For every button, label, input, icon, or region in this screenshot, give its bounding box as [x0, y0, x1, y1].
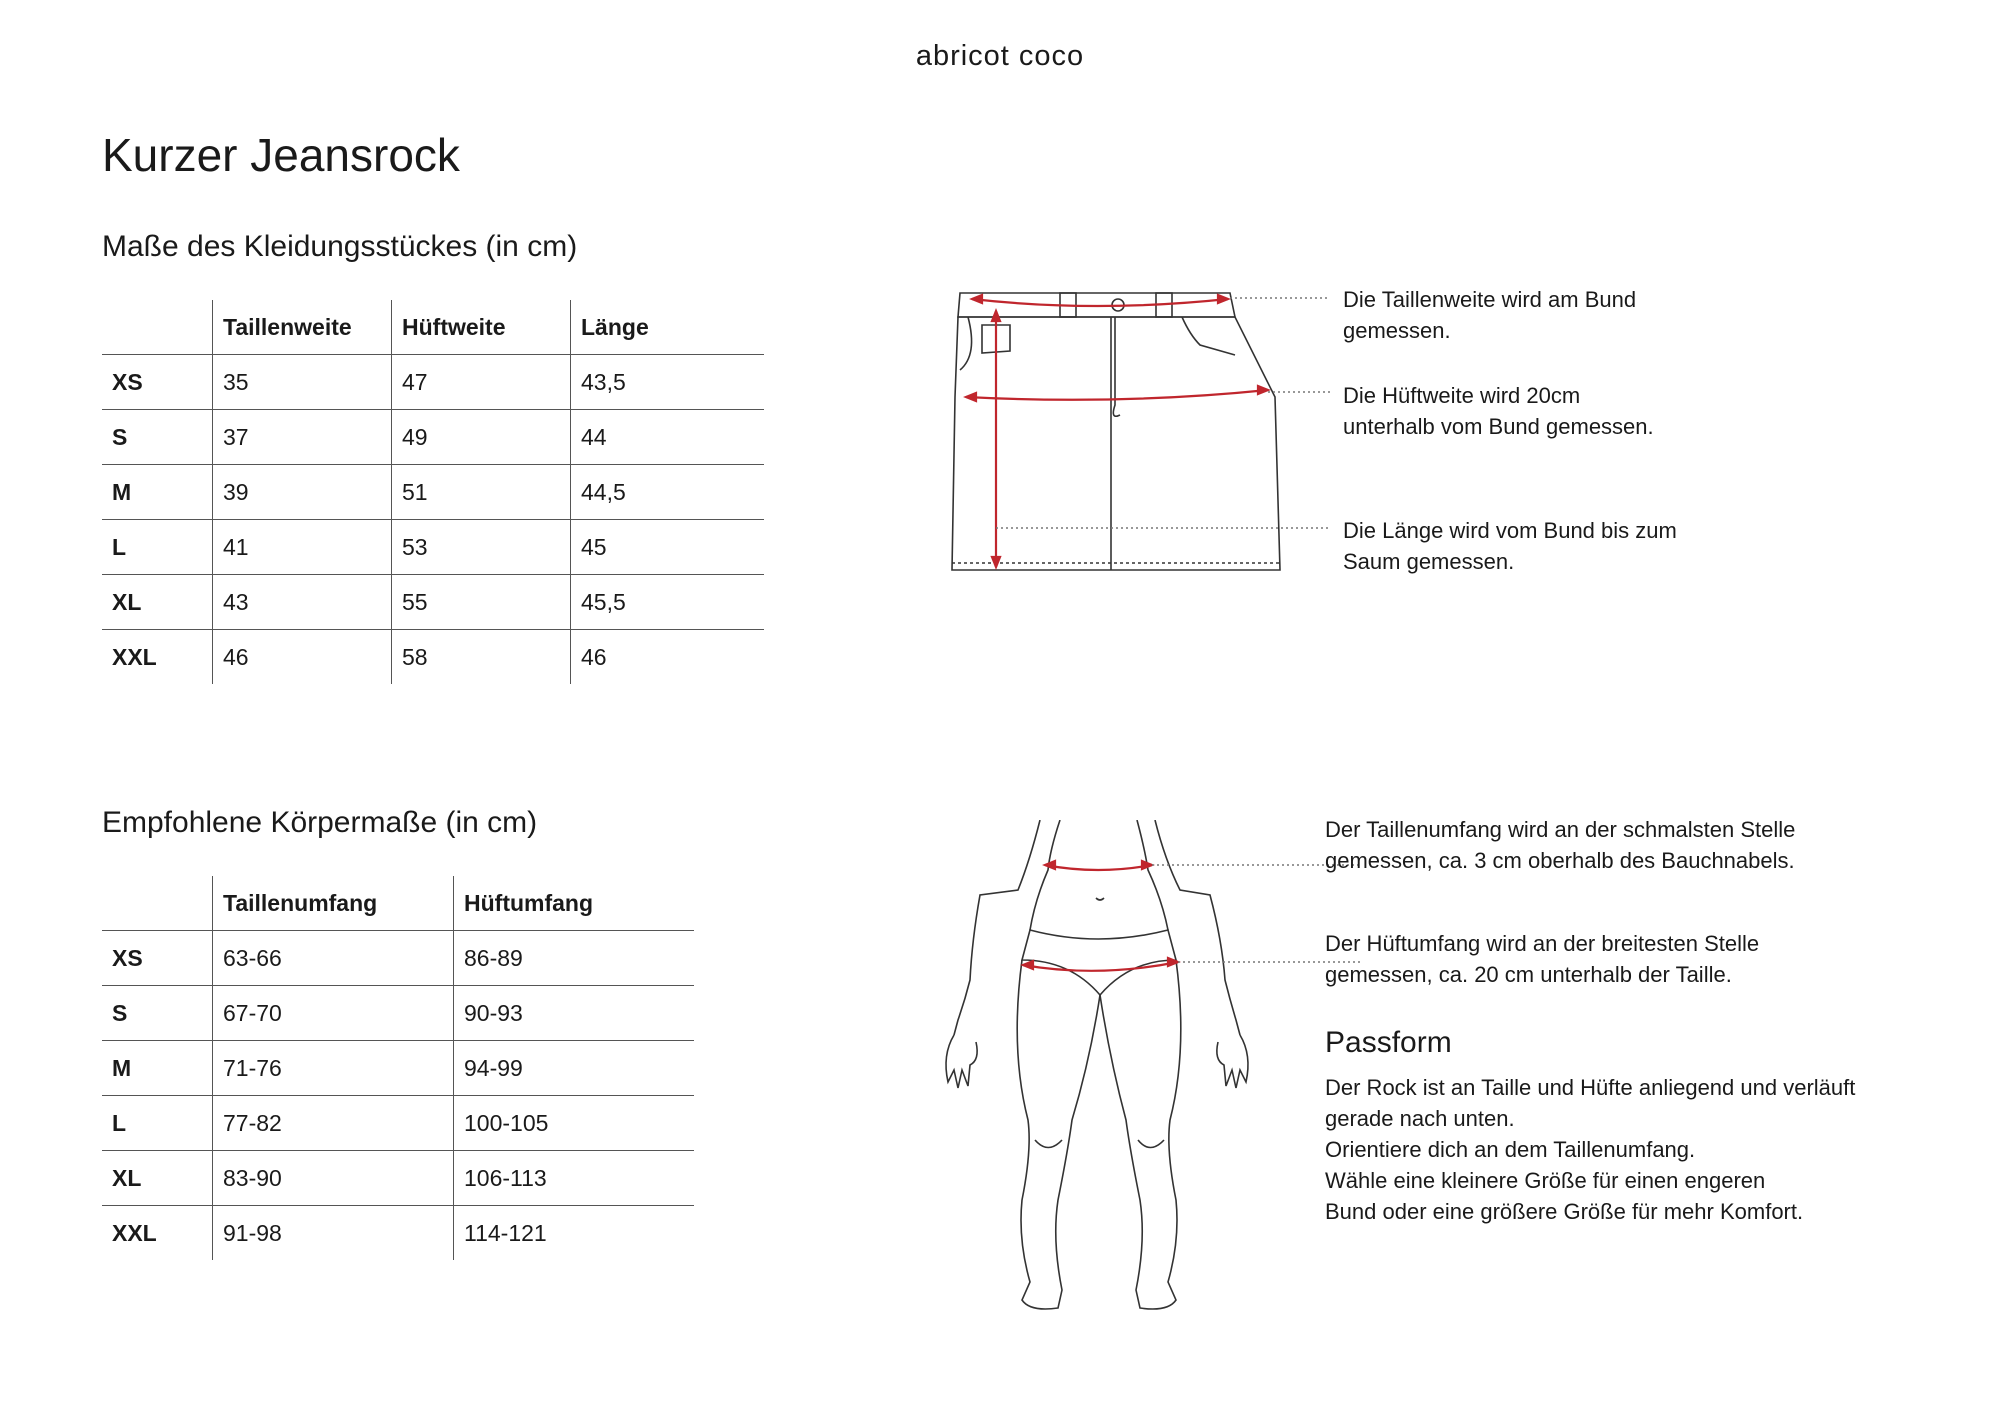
- passform-text: Der Rock ist an Taille und Hüfte anliegend und verläuft gerade nach unten. Orientiere dich an dem Taillenumfang. Wähle eine kleinere Größe für einen engeren Bund oder eine größere Größe für mehr Komfort.: [1325, 1075, 1856, 1224]
- garment-row: [102, 575, 764, 630]
- garment-value-cell: 55: [392, 575, 571, 630]
- body-col-size: [102, 876, 213, 931]
- body-row: [102, 1041, 694, 1096]
- passform-title: Passform: [1325, 1026, 1452, 1059]
- body-size-cell: L: [102, 1096, 213, 1151]
- body-value-cell: 100-105: [454, 1096, 695, 1151]
- garment-heading: Maße des Kleidungsstückes (in cm): [102, 230, 578, 263]
- garment-size-cell: L: [102, 520, 213, 575]
- note-waist-width: Die Taillenweite wird am Bund gemessen.: [1343, 287, 1637, 343]
- body-heading: Empfohlene Körpermaße (in cm): [102, 806, 538, 839]
- garment-value-cell: 51: [392, 465, 571, 520]
- garment-value-cell: 49: [392, 410, 571, 465]
- garment-row: [102, 630, 764, 685]
- garment-value-cell: 46: [213, 630, 392, 685]
- garment-value-cell: 43: [213, 575, 392, 630]
- body-illustration: [940, 820, 1360, 1320]
- body-row: [102, 986, 694, 1041]
- body-value-cell: 94-99: [454, 1041, 695, 1096]
- garment-value-cell: 35: [213, 355, 392, 410]
- body-value-cell: 106-113: [454, 1151, 695, 1206]
- body-size-cell: XS: [102, 931, 213, 986]
- garment-col-hip: Hüftweite: [392, 300, 571, 355]
- body-value-cell: 77-82: [213, 1096, 454, 1151]
- garment-value-cell: 46: [571, 630, 765, 685]
- body-value-cell: 71-76: [213, 1041, 454, 1096]
- garment-row: [102, 355, 764, 410]
- garment-value-cell: 37: [213, 410, 392, 465]
- note-length: Die Länge wird vom Bund bis zum Saum gemessen.: [1343, 518, 1677, 574]
- note-hip-circumference: Der Hüftumfang wird an der breitesten Stelle gemessen, ca. 20 cm unterhalb der Taille.: [1325, 931, 1760, 987]
- garment-row: [102, 465, 764, 520]
- garment-size-cell: XXL: [112, 643, 157, 670]
- body-row: [102, 1206, 694, 1261]
- garment-value-cell: 43,5: [571, 355, 765, 410]
- garment-size-table: [102, 300, 764, 684]
- note-hip-width: Die Hüftweite wird 20cm unterhalb vom Bund gemessen.: [1343, 383, 1654, 439]
- garment-size-cell: M: [102, 465, 213, 520]
- body-size-cell: S: [102, 986, 213, 1041]
- body-size-cell: M: [102, 1041, 213, 1096]
- garment-value-cell: 45: [571, 520, 765, 575]
- garment-value-cell: 41: [213, 520, 392, 575]
- garment-col-length: Länge: [571, 300, 765, 355]
- garment-size-cell: XS: [102, 355, 213, 410]
- body-col-hip: Hüftumfang: [454, 876, 695, 931]
- body-value-cell: 90-93: [454, 986, 695, 1041]
- garment-value-cell: 53: [392, 520, 571, 575]
- garment-col-waist: Taillenweite: [213, 300, 392, 355]
- garment-col-size: [102, 300, 213, 355]
- note-waist-circumference: Der Taillenumfang wird an der schmalsten Stelle gemessen, ca. 3 cm oberhalb des Bauchnabels.: [1325, 817, 1796, 873]
- garment-size-cell: S: [102, 410, 213, 465]
- brand-logo: abricot coco: [915, 40, 1085, 72]
- body-row: [102, 931, 694, 986]
- garment-value-cell: 44: [571, 410, 765, 465]
- body-size-cell: XXL: [112, 1219, 157, 1246]
- garment-value-cell: 39: [213, 465, 392, 520]
- body-col-waist: Taillenumfang: [213, 876, 454, 931]
- body-value-cell: 67-70: [213, 986, 454, 1041]
- garment-value-cell: 58: [392, 630, 571, 685]
- garment-row: [102, 520, 764, 575]
- body-value-cell: 114-121: [454, 1206, 695, 1261]
- body-size-cell: XL: [102, 1151, 213, 1206]
- body-row: [102, 1151, 694, 1206]
- body-size-table: [102, 876, 694, 1260]
- garment-value-cell: 47: [392, 355, 571, 410]
- body-value-cell: 63-66: [213, 931, 454, 986]
- body-value-cell: 91-98: [213, 1206, 454, 1261]
- body-row: [102, 1096, 694, 1151]
- skirt-illustration: [930, 285, 1330, 585]
- garment-value-cell: 44,5: [571, 465, 765, 520]
- garment-size-cell: XL: [102, 575, 213, 630]
- body-value-cell: 83-90: [213, 1151, 454, 1206]
- garment-row: [102, 410, 764, 465]
- garment-value-cell: 45,5: [571, 575, 765, 630]
- page-title: Kurzer Jeansrock: [102, 129, 460, 181]
- body-value-cell: 86-89: [454, 931, 695, 986]
